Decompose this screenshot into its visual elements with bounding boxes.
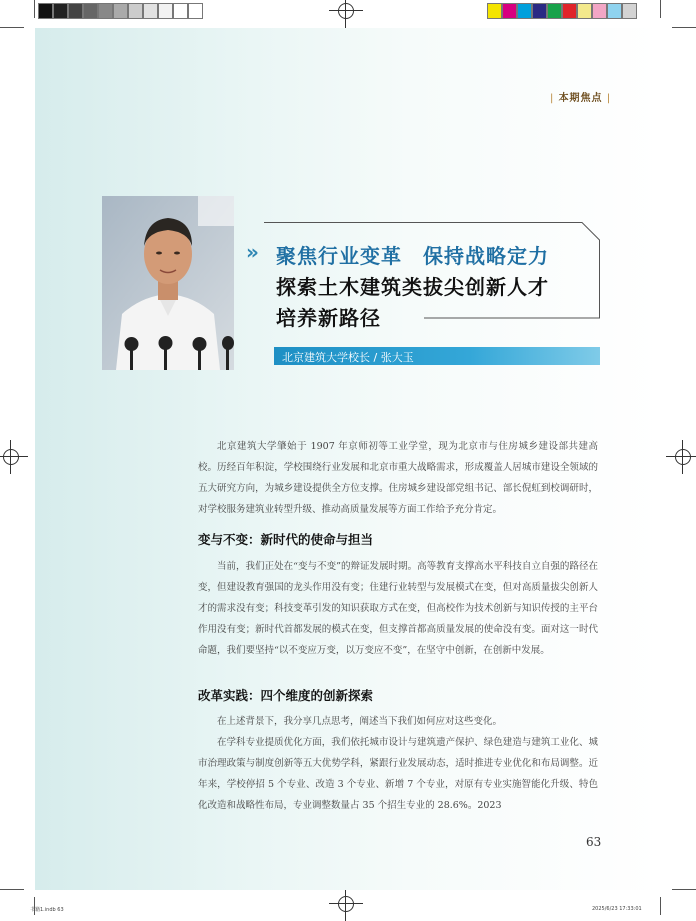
color-swatch [607,3,622,19]
section-2-paragraph-2: 在学科专业提质优化方面，我们依托城市设计与建筑遗产保护、绿色建造与建筑工业化、城市治理政策与制度创新等五大优势学科，紧跟行业发展动态，适时推进专业优化和布局调整。近年来，学校停招 5 个专业、改造 3 个专业、新增 7 个专业，对原有专业实施智能化升级、特色化改造和战略性布局，专业调整数量占 35 个招生专业的 28.6%。2023 [198,737,598,811]
color-swatch [487,3,502,19]
color-swatch [562,3,577,19]
gray-swatch [158,3,173,19]
color-swatch [577,3,592,19]
crop-mark [660,0,661,18]
crop-mark [660,897,661,915]
crop-mark [672,889,696,890]
section-2-paragraph-1: 在上述背景下，我分享几点思考，阐述当下我们如何应对这些变化。 [217,716,503,727]
intro-paragraph [198,436,598,520]
gray-swatch [53,3,68,19]
footer-file-label: 书籍1.indb 63 [30,907,64,913]
color-swatch [592,3,607,19]
color-swatch [517,3,532,19]
crop-mark [0,27,24,28]
intro-text: 北京建筑大学肇始于 1907 年京师初等工业学堂，现为北京市与住房城乡建设部共建高校。历经百年积淀，学校围绕行业发展和北京市重大战略需求，形成覆盖人居城市建设全领域的五大研究方向，为城乡建设提供全方位支撑。住房城乡建设部党组书记、部长倪虹到校调研时，对学校服务建筑业转型升级、推动高质量发展等方面工作给予充分肯定。 [198,441,598,515]
gray-swatch [98,3,113,19]
grayscale-color-bar [38,3,203,19]
gray-swatch [68,3,83,19]
footer-date-label: 2025/6/23 17:33:01 [592,906,642,912]
gray-swatch [173,3,188,19]
color-swatch [622,3,637,19]
section-2-body [198,711,598,816]
crop-mark [672,27,696,28]
portrait-photo [102,196,234,370]
article-title-line-1: 聚焦行业变革 保持战略定力 [276,244,549,268]
crop-mark [0,889,24,890]
article-title-line-2: 探索土木建筑类拔尖创新人才 [276,275,549,299]
section-heading-1: 变与不变：新时代的使命与担当 [198,532,374,547]
section-1-body [198,556,598,661]
color-swatch [547,3,562,19]
page-number: 63 [586,835,602,849]
crop-mark [34,0,35,18]
gray-swatch [113,3,128,19]
gray-swatch [143,3,158,19]
registration-mark-left [0,446,22,468]
color-swatch [532,3,547,19]
double-chevron-icon: » [246,240,259,264]
section-1-paragraph: 当前，我们正处在“变与不变”的辩证发展时期。高等教育支撑高水平科技自立自强的路径在变，但建设教育强国的龙头作用没有变；住建行业转型与发展模式在变，但对高质量拔尖创新人才的需求没有变；科技变革引发的知识获取方式在变，但高校作为技术创新与知识传授的主平台作用没有变；新时代首都发展的模式在变，但支撑首都高质量发展的使命没有变。面对这一时代命题，我们要坚持“以不变应万变，以万变应不变”，在坚守中创新，在创新中发展。 [198,561,598,656]
registration-mark-right [672,446,694,468]
process-color-bar [487,3,637,19]
gray-swatch [188,3,203,19]
gray-swatch [128,3,143,19]
column-tag: | 本期焦点 | [550,93,612,104]
registration-mark-bottom [335,893,357,915]
gray-swatch [83,3,98,19]
color-swatch [502,3,517,19]
article-title-line-3: 培养新路径 [276,306,381,330]
registration-mark-top [335,0,357,22]
section-heading-2: 改革实践：四个维度的创新探索 [198,688,374,703]
byline: 北京建筑大学校长 / 张大玉 [282,351,414,364]
gray-swatch [38,3,53,19]
